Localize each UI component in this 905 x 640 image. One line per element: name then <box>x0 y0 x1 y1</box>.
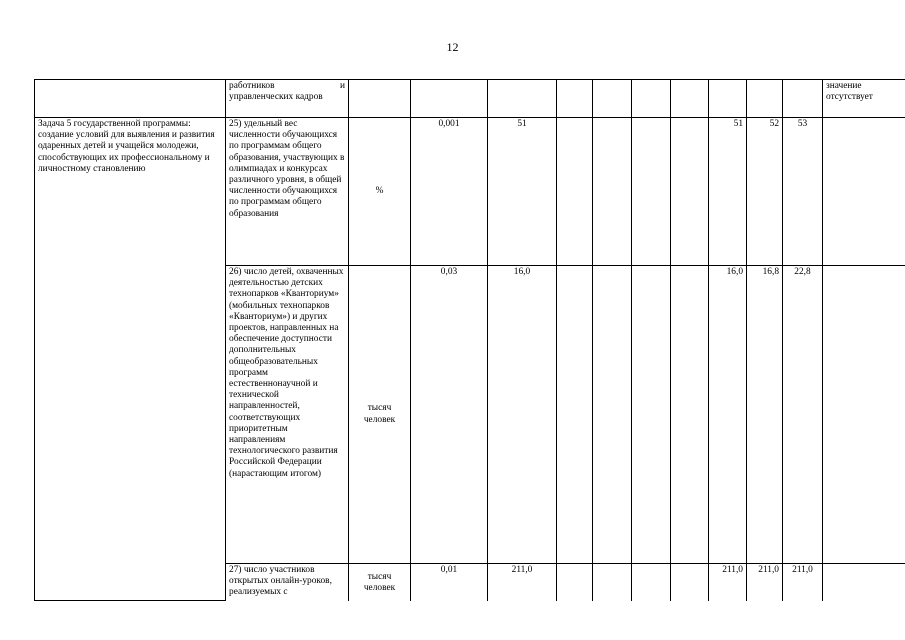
value-cell <box>593 118 632 266</box>
value-cell <box>747 80 783 118</box>
base-value-cell: 211,0 <box>488 564 557 601</box>
value-cell <box>557 266 593 564</box>
indicators-table <box>34 79 905 601</box>
note-cell <box>823 266 905 564</box>
value-cell <box>557 564 593 601</box>
indicator-cell: 26) число детей, охваченных деятельностью детских технопарков «Кванториум» (мобильных технопарков «Кванториум») и других проектов, направленных на обеспечение доступности дополнительных общеобразовательных программ естественнонаучной и технической направленностей, соответствующих приоритетным направлениям технологического развития Российской Федерации (нарастающим итогом) <box>226 266 349 564</box>
value-cell <box>593 564 632 601</box>
indicator-line: управленческих кадров <box>229 92 323 103</box>
note-cell <box>823 118 905 266</box>
value-cell <box>593 80 632 118</box>
indicator-line: работников и <box>229 81 345 91</box>
value-cell <box>671 564 709 601</box>
task-cell: Задача 5 государственной программы: создание условий для выявления и развития одаренных детей и учащейся молодежи, способствующих их профессиональному и личностному становлению <box>35 118 226 601</box>
unit-cell: % <box>349 118 411 266</box>
value-cell <box>709 80 747 118</box>
value-cell <box>593 266 632 564</box>
value-cell: 16,0 <box>709 266 747 564</box>
task-cell <box>35 80 226 118</box>
value-cell <box>671 118 709 266</box>
base-value-cell: 16,0 <box>488 266 557 564</box>
unit-cell: тысяч человек <box>349 266 411 564</box>
note-cell: значение отсутствует <box>823 80 905 118</box>
table-row <box>35 118 905 266</box>
indicator-cell <box>226 80 349 118</box>
value-cell <box>671 266 709 564</box>
value-cell: 22,8 <box>783 266 823 564</box>
value-cell <box>557 80 593 118</box>
value-cell <box>632 118 671 266</box>
indicator-cell: 27) число участников открытых онлайн-уроков, реализуемых с <box>226 564 349 601</box>
value-cell: 52 <box>747 118 783 266</box>
value-cell: 51 <box>709 118 747 266</box>
weight-cell <box>411 80 488 118</box>
value-cell <box>632 266 671 564</box>
value-cell: 16,8 <box>747 266 783 564</box>
value-cell: 211,0 <box>783 564 823 601</box>
value-cell: 211,0 <box>709 564 747 601</box>
base-value-cell <box>488 80 557 118</box>
page-number: 12 <box>446 40 459 54</box>
indicator-cell: 25) удельный вес численности обучающихся по программам общего образования, участвующих в олимпиадах и конкурсах различного уровня, в общей численности обучающихся по программам общего образования <box>226 118 349 266</box>
weight-cell: 0,01 <box>411 564 488 601</box>
base-value-cell: 51 <box>488 118 557 266</box>
weight-cell: 0,001 <box>411 118 488 266</box>
value-cell: 53 <box>783 118 823 266</box>
note-cell <box>823 564 905 601</box>
value-cell <box>783 80 823 118</box>
weight-cell: 0,03 <box>411 266 488 564</box>
value-cell <box>557 118 593 266</box>
unit-cell: тысяч человек <box>349 564 411 601</box>
value-cell <box>671 80 709 118</box>
value-cell <box>632 564 671 601</box>
value-cell <box>632 80 671 118</box>
table-row <box>35 80 905 118</box>
unit-cell <box>349 80 411 118</box>
value-cell: 211,0 <box>747 564 783 601</box>
